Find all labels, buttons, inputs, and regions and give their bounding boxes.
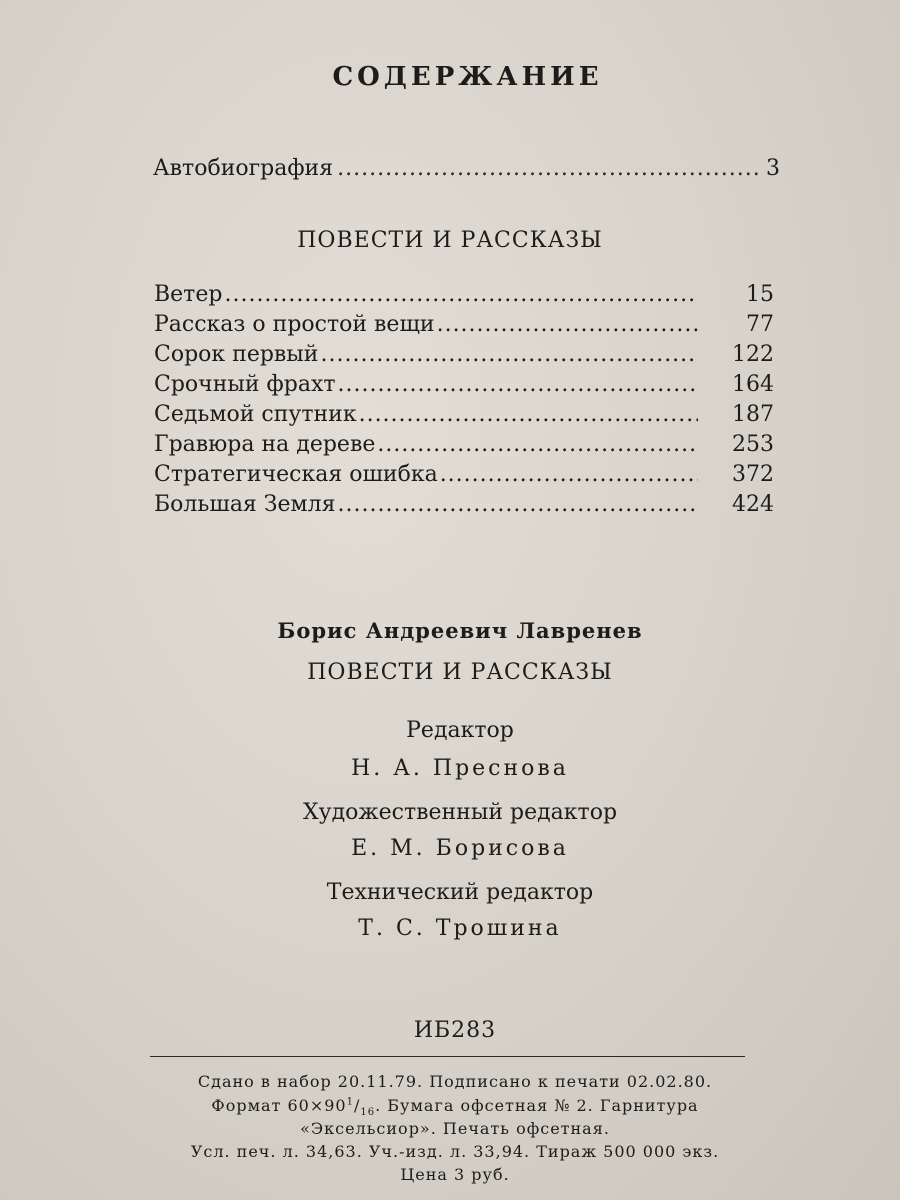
toc-entry-page: 15 [746,282,774,307]
editor-role: Редактор [406,718,514,743]
toc-entry-title: Сорок первый [154,342,319,367]
imprint-format-sup: 1 [346,1096,354,1108]
leader-dots [338,372,698,397]
leader-dots [359,402,698,427]
imprint-line-1: Сдано в набор 20.11.79. Подписано к печати 02.02.80. [197,1072,713,1091]
toc-entry-autobiography [153,156,780,181]
toc-entry-page: 122 [732,342,774,367]
section-title: ПОВЕСТИ И РАССКАЗЫ [297,228,603,253]
tech-editor-role: Технический редактор [326,880,594,905]
toc-entry-title: Срочный фрахт [154,372,336,397]
imprint-format: Формат 60×90 [211,1096,347,1115]
leader-dots [337,156,762,181]
toc-entry-title: Стратегическая ошибка [154,462,438,487]
leader-dots [377,432,698,457]
toc-entry-page: 164 [732,372,774,397]
toc-entry-title: Седьмой спутник [154,402,357,427]
imprint-price: Цена 3 руб. [400,1165,510,1184]
leader-dots [437,312,698,337]
leader-dots [320,342,698,367]
divider-rule [150,1056,745,1057]
toc-entry-page: 424 [732,492,774,517]
toc-entry-page: 187 [732,402,774,427]
leader-dots [224,282,698,307]
toc-entry [154,372,774,402]
imprint-format-sub: 16 [360,1107,376,1119]
toc-entry [154,462,774,492]
toc-entry-title: Автобиография [153,156,334,181]
ib-number: ИБ283 [413,1018,497,1043]
tech-editor-name: Т. С. Трошина [358,916,562,941]
art-editor-role: Художественный редактор [302,800,618,825]
leader-dots [338,492,699,517]
toc-entry-title: Гравюра на дереве [154,432,376,457]
author-name: Борис Андреевич Лавренев [277,618,643,643]
toc-entry-page: 372 [732,462,774,487]
toc-list [154,282,774,522]
book-title: ПОВЕСТИ И РАССКАЗЫ [307,660,613,685]
toc-entry-page: 77 [746,312,774,337]
toc-entry-page: 253 [732,432,774,457]
toc-entry-title: Ветер [154,282,223,307]
imprint-line-3: «Эксельсиор». Печать офсетная. [300,1119,610,1138]
imprint-line-4: Усл. печ. л. 34,63. Уч.-изд. л. 33,94. Тираж 500 000 экз. [190,1142,720,1161]
imprint-line-2: Формат $60\times 90^1/_{16}$. Бумага офсетная № 2. Гарнитура [211,1096,699,1119]
contents-heading: СОДЕРЖАНИЕ [332,62,603,92]
toc-entry [154,432,774,462]
toc-entry [154,492,774,522]
toc-entry [154,282,774,312]
leader-dots [440,462,698,487]
imprint-paper: . Бумага офсетная № 2. Гарнитура [375,1096,699,1115]
toc-entry [154,312,774,342]
toc-entry-title: Рассказ о простой вещи [154,312,435,337]
toc-entry [154,402,774,432]
toc-entry [154,342,774,372]
toc-entry-page: 3 [766,156,780,181]
art-editor-name: Е. М. Борисова [351,836,569,861]
toc-entry-title: Большая Земля [154,492,336,517]
editor-name: Н. А. Преснова [351,756,569,781]
